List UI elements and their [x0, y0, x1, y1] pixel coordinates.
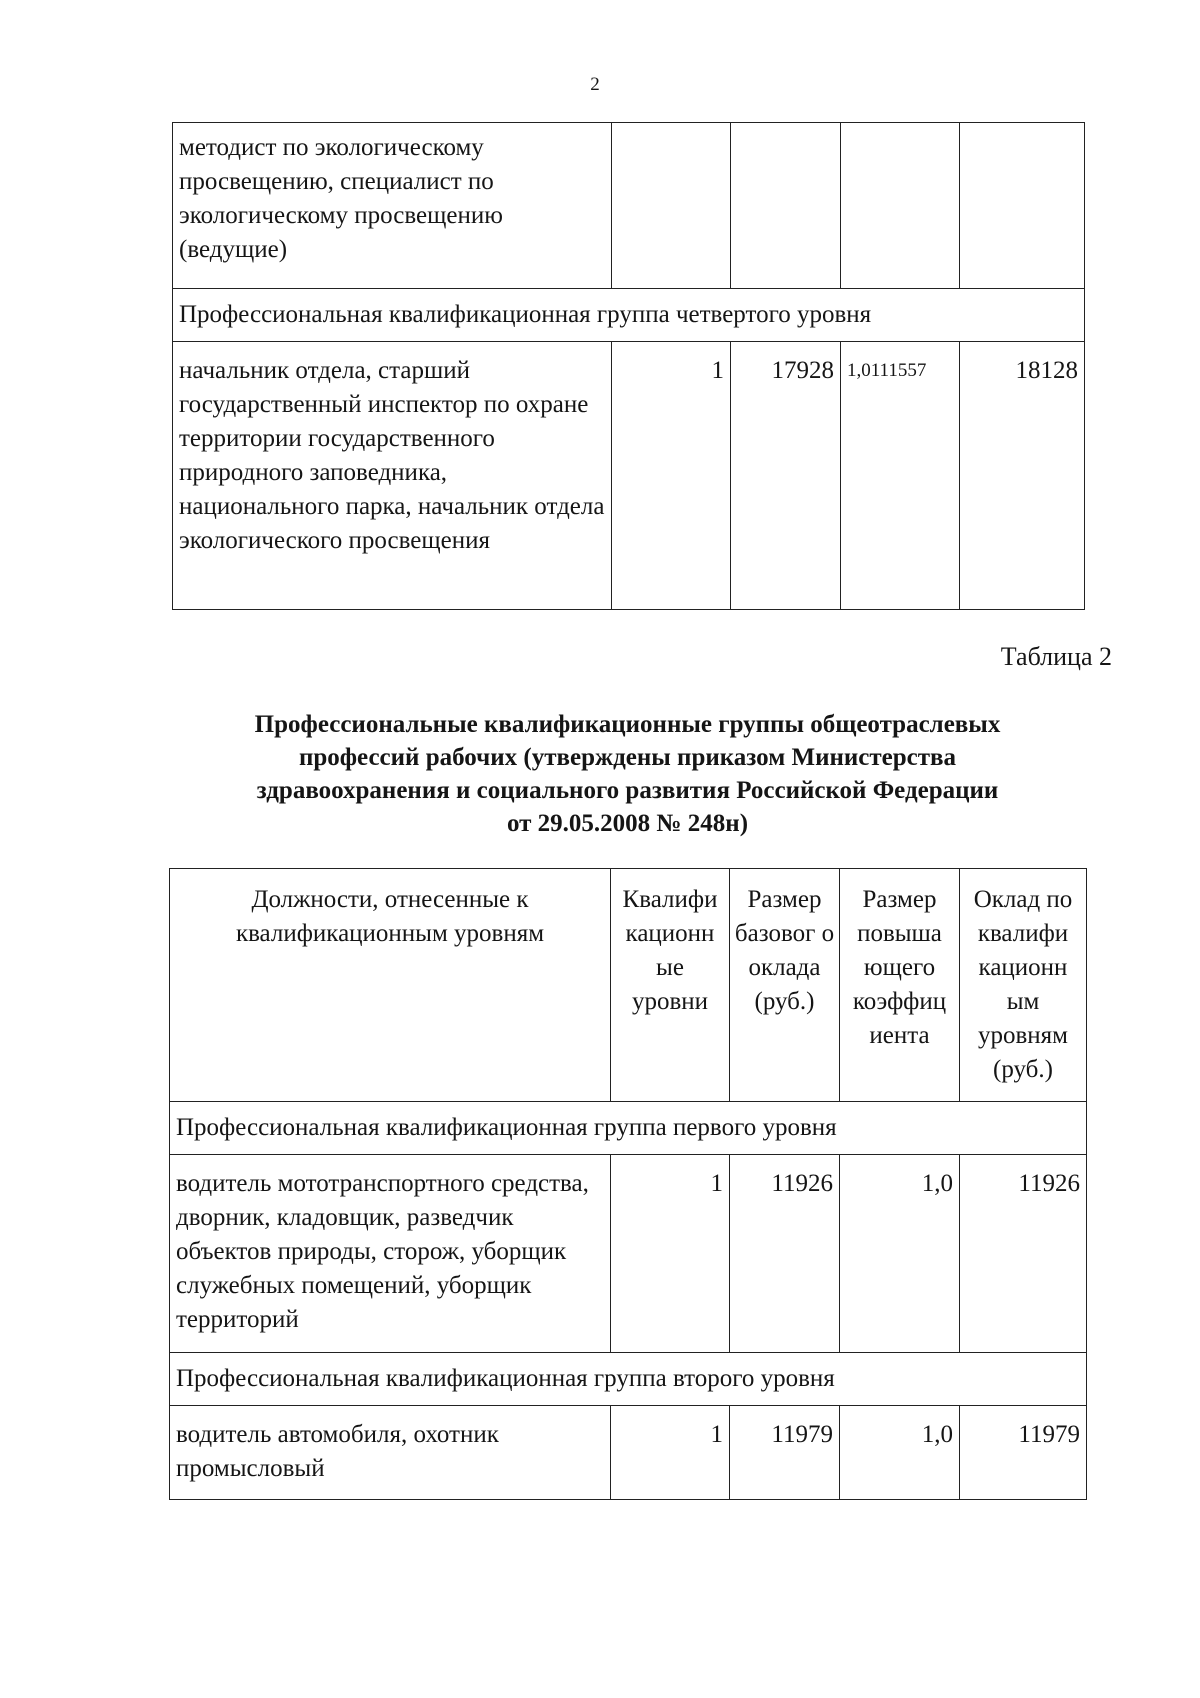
base-salary-cell: [731, 123, 841, 289]
level-cell: 1: [612, 342, 731, 610]
group-title-row: [170, 1353, 1087, 1406]
base-salary-cell: 11926: [730, 1155, 840, 1353]
table-1: [172, 122, 1085, 610]
table-row: [170, 1406, 1087, 1500]
salary-cell: [960, 123, 1085, 289]
table-row: [173, 342, 1085, 610]
group-title: Профессиональная квалификационная группа четвертого уровня: [173, 289, 1085, 342]
table-caption: Таблица 2: [1000, 642, 1112, 671]
heading-line: здравоохранения и социального развития Российской Федерации: [256, 777, 999, 804]
group-title-row: [170, 1102, 1087, 1155]
base-salary-cell: 17928: [731, 342, 841, 610]
group-title: Профессиональная квалификационная группа первого уровня: [170, 1102, 1087, 1155]
position-cell: методист по экологическому просвещению, специалист по экологическому просвещению (ведущие): [173, 123, 612, 289]
header-salary: Оклад по квалифи кационн ым уровням (руб.): [960, 869, 1087, 1102]
salary-cell: 11979: [960, 1406, 1087, 1500]
coefficient-cell: 1,0: [840, 1406, 960, 1500]
header-coefficient: Размер повыша ющего коэффиц иента: [840, 869, 960, 1102]
table-header-row: [170, 869, 1087, 1102]
group-title: Профессиональная квалификационная группа второго уровня: [170, 1353, 1087, 1406]
position-cell: начальник отдела, старший государственный инспектор по охране территории государственного природного заповедника, национального парка, начальник отдела экологического просвещения: [173, 342, 612, 610]
position-cell: водитель мототранспортного средства, дворник, кладовщик, разведчик объектов природы, сторож, уборщик служебных помещений, уборщик территорий: [170, 1155, 611, 1353]
table-2: [169, 868, 1087, 1500]
group-title-row: [173, 289, 1085, 342]
coefficient-cell: 1,0: [840, 1155, 960, 1353]
position-cell: водитель автомобиля, охотник промысловый: [170, 1406, 611, 1500]
level-cell: 1: [611, 1155, 730, 1353]
salary-cell: 11926: [960, 1155, 1087, 1353]
heading-line: профессий рабочих (утверждены приказом Министерства: [298, 744, 957, 771]
salary-cell: 18128: [960, 342, 1085, 610]
header-position: Должности, отнесенные к квалификационным уровням: [170, 869, 611, 1102]
base-salary-cell: 11979: [730, 1406, 840, 1500]
level-cell: 1: [611, 1406, 730, 1500]
page-number: 2: [590, 74, 600, 95]
header-base-salary: Размер базовог о оклада (руб.): [730, 869, 840, 1102]
table-heading: [169, 708, 1086, 840]
table-row: [170, 1155, 1087, 1353]
heading-line: от 29.05.2008 № 248н): [506, 810, 749, 837]
header-level: Квалифи кационн ые уровни: [611, 869, 730, 1102]
heading-line: Профессиональные квалификационные группы общеотраслевых: [254, 711, 1001, 738]
coefficient-cell: [841, 123, 960, 289]
level-cell: [612, 123, 731, 289]
coefficient-cell: 1,0111557: [841, 342, 960, 610]
table-row: [173, 123, 1085, 289]
